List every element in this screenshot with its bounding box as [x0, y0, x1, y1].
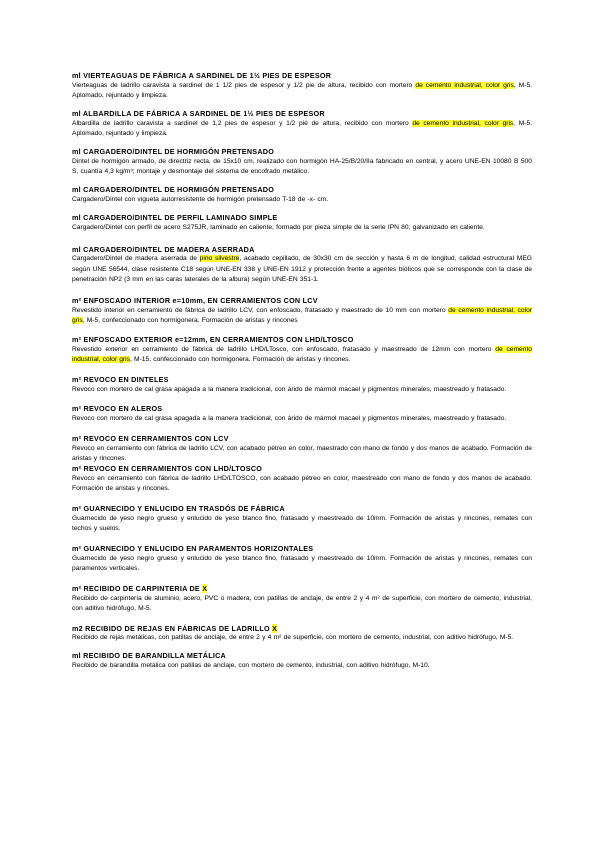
entry-body [72, 306, 532, 327]
entry-title [72, 624, 532, 634]
entry-title [72, 109, 532, 119]
body-text: , M-15, confeccionado con hormigonera. Formación de aristas y rincones. [129, 356, 351, 364]
entry-title [72, 335, 532, 345]
spec-entry [72, 109, 532, 139]
entry-title-text: m² ENFOSCADO INTERIOR e=10mm, EN CERRAMIENTOS CON LCV [72, 296, 318, 306]
spec-entry [72, 584, 532, 614]
body-text: Cargadero/Dintel con perfil de acero S275JR, laminado en caliente, formado por pieza simple de la serie IPN 80, galvanizado en caliente. [72, 223, 485, 231]
entry-title-text: ml CARGADERO/DINTEL DE MADERA ASERRADA [72, 244, 255, 254]
body-text: Revoco en cerramiento con fábrica de ladrillo LHD/LTOSCO, con acabado pétreo en color, maestreado con mano de fondo y dos manos de acabado. Formación de aristas y rincones. [72, 474, 532, 492]
entry-body [72, 594, 532, 615]
entry-title [72, 375, 532, 385]
entry-title [72, 434, 532, 444]
entry-title-text: m² GUARNECIDO Y ENLUCIDO EN TRASDÓS DE FÁBRICA [72, 504, 285, 514]
body-text: Recibido de rejas metálicas, con patillas de anclaje, de entre 2 y 4 m² de superficie, con mortero de cemento, industrial, con aditivo hidrófugo, M-5. [72, 634, 514, 642]
body-text: , M-5. Aplomado, rejuntado y limpieza. [72, 119, 532, 137]
spec-entry [72, 335, 532, 365]
body-text: Revoco con mortero de cal grasa apagada a la manera tradicional, con árido de mármol macael y pigmentos minerales, maestreado y fratasado. [72, 414, 507, 422]
entry-title [72, 504, 532, 514]
entry-body [72, 223, 532, 233]
entry-title-text: m² REVOCO EN CERRAMIENTOS CON LHD/LTOSCO [72, 464, 263, 474]
body-text: Guarnecido de yeso negro grueso y enlucido de yeso blanco fino, fratasado y maestreado de 10mm. Formación de aristas y rincones, remates con paramentos verticales. [72, 554, 532, 573]
body-text: , M-5. Aplomado, rejuntado y limpieza. [72, 81, 532, 99]
spec-entry [72, 147, 532, 177]
spec-entry [72, 185, 532, 205]
body-text: Dintel de hormigón armado, de directriz recta, de 15x10 cm, realizado con hormigón HA-25/B/20/IIa fabricado en central, y acero UNE-EN 10080 B 500 S, cuantía 4,3 kg/m³; montaje y desmontaje del sistema de encofrado metálico. [72, 157, 532, 175]
entry-title [72, 71, 532, 81]
body-text: Revestido exterior en cerramiento de fábrica de ladrillo LHD/LTosco, con enfoscado, fratasado y maestreado de 12mm con mortero [72, 345, 496, 353]
body-text: Cargadero/Dintel de madera aserrada de [72, 255, 200, 263]
entry-body [72, 661, 532, 671]
entry-title [72, 185, 532, 195]
entry-title-text: ml CARGADERO/DINTEL DE HORMIGÓN PRETENSADO [72, 185, 275, 195]
entry-title [72, 147, 532, 157]
spec-entry [72, 434, 532, 464]
entry-title [72, 245, 532, 255]
entry-title-text: m² REVOCO EN CERRAMIENTOS CON LCV [72, 434, 229, 444]
spec-entry [72, 651, 532, 671]
body-text: Guarnecido de yeso negro grueso y enlucido de yeso blanco fino, fratasado y maestreado de 10mm. Formación de aristas y rincones, remates con techos y suelos. [72, 514, 532, 533]
entry-body [72, 554, 532, 575]
highlighted-text: de cemento industrial, color gris [415, 81, 514, 89]
spec-entry [72, 213, 532, 233]
entry-title-text: ml RECIBIDO DE BARANDILLA METÁLICA [72, 651, 226, 661]
entry-title-text: m² RECIBIDO DE CARPINTERIA DE [72, 584, 203, 594]
body-text: Revoco en cerramiento con fábrica de ladrillo LCV, con acabado pétreo en color, maestrado con mano de fondo y dos manos de acabado. Formación de aristas y rincones. [72, 444, 532, 462]
spec-entry [72, 624, 532, 644]
spec-entry [72, 404, 532, 424]
entry-title-text: m² ENFOSCADO EXTERIOR e=12mm, EN CERRAMIENTOS CON LHD/LTOSCO [72, 335, 354, 345]
highlighted-text: pino silvestre [199, 255, 240, 263]
entry-body [72, 474, 532, 495]
entry-body [72, 195, 532, 205]
body-text: Albardilla de ladrillo caravista a sardinel de 1,2 pies de espesor y 1/2 pié de altura, recibido con mortero [72, 119, 413, 127]
entry-body [72, 119, 532, 140]
highlighted-text: de cemento industrial, color gris [72, 345, 532, 364]
entry-body [72, 254, 532, 285]
spec-entry [72, 464, 532, 494]
body-text: Recibido de carpintería de aluminio, acero, PVC o madera, con patillas de anclaje, de entre 2 y 4 m² de superficie, con mortero de cemento, industrial, con aditivo hidrófugo, M-5. [72, 594, 532, 613]
entry-title [72, 404, 532, 414]
entry-body [72, 444, 532, 465]
document-page [72, 71, 532, 671]
spec-entry [72, 245, 532, 285]
entry-title-highlight: X [202, 584, 208, 594]
entry-title-highlight: X [272, 623, 278, 633]
entry-title [72, 544, 532, 554]
entry-body [72, 414, 532, 424]
highlighted-text: de cemento industrial, color gris [72, 306, 533, 325]
entry-title-text: ml ALBARDILLA DE FÁBRICA A SARDINEL DE 1½ PIES DE ESPESOR [72, 109, 325, 119]
body-text: Revestido interior en cerramiento de fábrica de ladrillo LCV, con enfoscado, fratasado y maestrado de 10 mm con mortero [72, 306, 449, 314]
entry-title-text: m² REVOCO EN ALEROS [72, 404, 163, 414]
entry-title [72, 296, 532, 306]
entry-title [72, 464, 532, 474]
entry-body [72, 81, 532, 102]
spec-entry [72, 71, 532, 101]
body-text: Revoco con mortero de cal grasa apagada a la manera tradicional, con árido de mármol macael y pigmentos minerales, maestreado y fratasado. [72, 385, 507, 393]
body-text: Recibido de barandilla metálica con patillas de anclaje, con mortero de cemento, industrial, con aditivo hidrófugo, M-10. [72, 661, 430, 669]
body-text: , M-5, confeccionado con hormigonera. Formación de aristas y rincones [82, 317, 298, 325]
entry-title-text: ml CARGADERO/DINTEL DE PERFIL LAMINADO SIMPLE [72, 213, 278, 223]
entry-title-text: m² REVOCO EN DINTELES [72, 375, 169, 385]
entry-body [72, 385, 532, 395]
spec-entry [72, 296, 532, 326]
spec-entry [72, 504, 532, 534]
entry-title [72, 651, 532, 661]
entry-title-text: m² GUARNECIDO Y ENLUCIDO EN PARAMENTOS HORIZONTALES [72, 544, 314, 554]
entry-title-text: m2 RECIBIDO DE REJAS EN FÁBRICAS DE LADRILLO [72, 623, 273, 633]
entry-body [72, 633, 532, 643]
body-text: Cargadero/Dintel con vigueta autorresistente de hormigón pretensado T-18 de -x- cm. [72, 195, 329, 203]
highlighted-text: de cemento industrial, color gris [412, 119, 514, 127]
entry-title [72, 584, 532, 594]
entry-body [72, 157, 532, 178]
entry-body [72, 345, 532, 366]
body-text: Vierteaguas de ladrillo caravista a sardinel de 1 1/2 pies de espesor y 1/2 pie de altura, recibido con mortero [72, 81, 416, 89]
entry-title [72, 213, 532, 223]
spec-entry [72, 375, 532, 395]
body-text: , acabado cepillado, de 30x30 cm de sección y hasta 6 m de longitud, calidad estructural MEG según UNE 56544, clase resistente C18 según UNE-EN 338 y UNE-EN 1912 y protección frente a agentes bióticos que se corresponde con la clase de penetración NP2 (3 mm en las caras laterales de la albura) según UNE-EN 351-1. [72, 255, 532, 283]
entry-title-text: ml CARGADERO/DINTEL DE HORMIGÓN PRETENSADO [72, 147, 275, 157]
spec-entry [72, 544, 532, 574]
entry-body [72, 514, 532, 535]
entry-title-text: ml VIERTEAGUAS DE FÁBRICA A SARDINEL DE 1½ PIES DE ESPESOR [72, 71, 332, 80]
